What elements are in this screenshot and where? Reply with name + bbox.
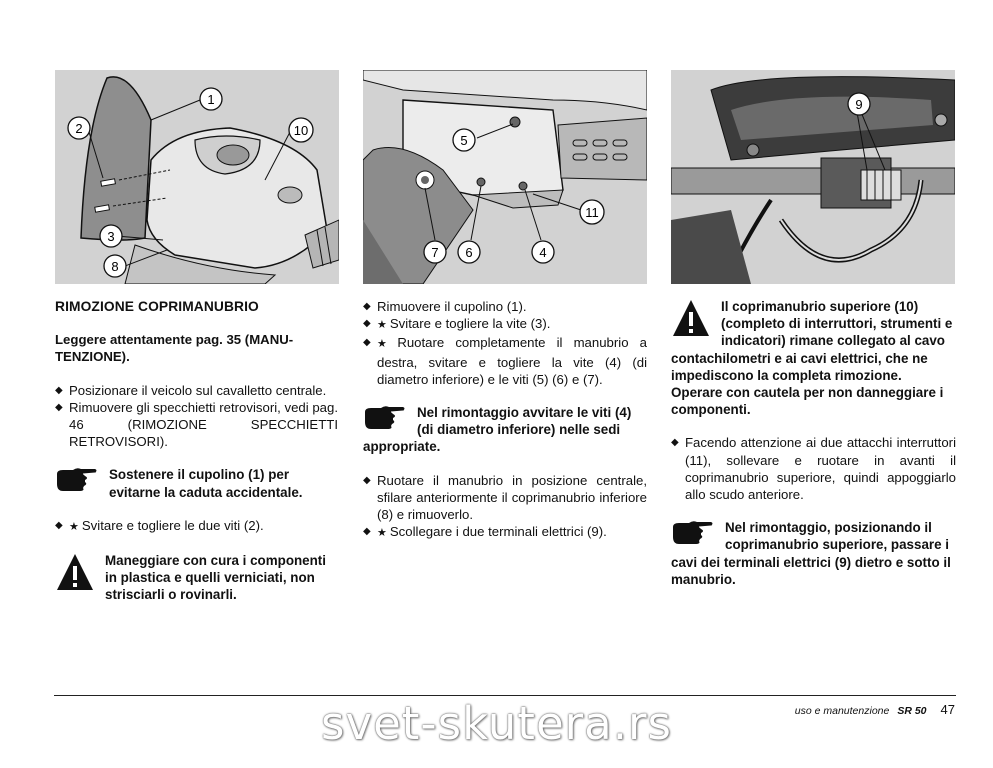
diamond-bullet-icon: ◆ [363,301,371,312]
pointing-hand-icon [55,466,99,496]
watermark: svet-skutera.rs [321,697,672,750]
figure-2-illustration [363,70,647,284]
diamond-bullet-icon: ◆ [55,519,63,531]
diamond-bullet-icon: ◆ [55,401,63,413]
callout-3 [100,225,122,247]
lead-text: Leggere attentamente pag. 35 (MANU-TENZIONE). [55,332,294,365]
footer-model: SR 50 [897,705,927,717]
hand-note: Nel rimontaggio avvitare le viti (4) (di diametro inferiore) nelle sedi appropriate. [363,405,632,455]
svg-text:11: 11 [585,205,599,220]
callout-9 [848,93,870,115]
warning-note: Il coprimanubrio superiore (10) (completo di interruttori, strumenti e indicatori) rimane collegato al cavo contachilometri e ai cavi elettrici, che ne impediscono la completa rimozione. Operare con cautela per non danneggiare i componenti. [671,299,953,418]
figure-3-illustration [671,70,955,284]
callout-8 [104,255,126,277]
page-number: 47 [940,702,955,717]
column-2 [363,298,647,542]
section-title: RIMOZIONE COPRIMANUBRIO [55,299,259,314]
warning-note: Maneggiare con cura i componenti in plastica e quelli verniciati, non strisciarli o rovinarli. [55,552,338,604]
star-icon: ★ [377,338,395,351]
list-item: ◆ Posizionare il veicolo sul cavalletto centrale. [55,382,327,398]
list-item: ◆ ★ Scollegare i due terminali elettrici (9). [363,524,607,540]
svg-text:9: 9 [855,97,863,112]
warning-triangle-icon [55,552,95,596]
footer-divider [54,695,956,696]
callout-5 [453,129,475,151]
figure-handlebar-right [363,70,647,284]
star-icon: ★ [69,520,79,533]
list-item: ◆ Facendo attenzione ai due attacchi interruttori (11), sollevare e ruotare in avanti il coprimanubrio superiore, quindi appoggiarlo allo scudo anteriore. [671,435,956,503]
column-3 [671,298,956,588]
svg-text:1: 1 [207,92,215,107]
star-icon: ★ [377,319,387,332]
diamond-bullet-icon: ◆ [363,474,371,486]
svg-text:4: 4 [539,245,547,260]
star-icon: ★ [377,527,387,540]
warning-triangle-icon [671,298,711,342]
svg-text:7: 7 [431,245,439,260]
svg-text:6: 6 [465,245,473,260]
callout-10 [289,118,313,142]
diamond-bullet-icon: ◆ [671,437,679,449]
pointing-hand-icon [671,519,715,549]
list-item: ◆ Rimuovere gli specchietti retrovisori, vedi pag. 46 (RIMOZIONE SPECCHIETTI RETROVISORI). [55,399,338,450]
figure-electrical-terminals [671,70,955,284]
callout-11 [580,200,604,224]
callout-2 [68,117,90,139]
diamond-bullet-icon: ◆ [363,337,371,349]
footer-section: uso e manutenzione [794,705,890,717]
list-item: ◆ Ruotare il manubrio in posizione centrale, sfilare anteriormente il coprimanubrio inferiore (8) e rimuoverlo. [363,472,647,523]
svg-text:10: 10 [293,123,309,138]
callout-7 [424,241,446,263]
svg-text:8: 8 [111,259,119,274]
svg-text:2: 2 [75,121,83,136]
diamond-bullet-icon: ◆ [55,384,63,396]
callout-1 [200,88,222,110]
svg-text:3: 3 [107,229,115,244]
list-item: ◆ ★ Ruotare completamente il manubrio a destra, svitare e togliere la vite (4) (di diametro inferiore) e le viti (5) (6) e (7). [363,335,647,387]
diamond-bullet-icon: ◆ [363,526,371,538]
list-item: ◆ Rimuovere il cupolino (1). [363,299,527,314]
figure-1-illustration [55,70,339,284]
hand-note: Sostenere il cupolino (1) per evitarne la caduta accidentale. [55,466,338,500]
pointing-hand-icon [363,404,407,434]
list-item: ◆ ★ Svitare e togliere la vite (3). [363,316,551,332]
callout-6 [458,241,480,263]
figure-handlebar-cover-left [55,70,339,284]
hand-note: Nel rimontaggio, posizionando il coprimanubrio superiore, passare i cavi dei terminali elettrici (9) dietro e sotto il manubrio. [671,520,951,587]
column-1 [55,298,338,604]
svg-text:5: 5 [460,133,468,148]
list-item: ◆ ★ Svitare e togliere le due viti (2). [55,517,264,533]
callout-4 [532,241,554,263]
diamond-bullet-icon: ◆ [363,318,371,330]
